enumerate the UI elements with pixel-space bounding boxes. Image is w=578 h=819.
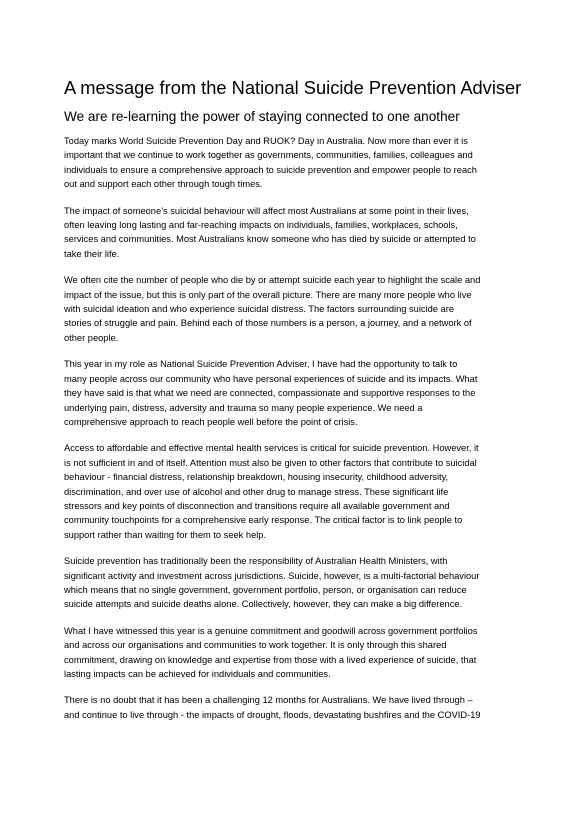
text-line: important that we continue to work together as governments, communities, families, colleagues and: [64, 150, 473, 161]
text-line: discrimination, and over use of alcohol and other drug to manage stress. These significant life: [64, 486, 449, 497]
page-subtitle: We are re-learning the power of staying connected to one another: [64, 109, 460, 124]
text-line: is not sufficient in and of itself. Attention must also be given to other factors that contribute to suicidal: [64, 457, 477, 468]
text-line: out and support each other through tough times.: [64, 179, 263, 190]
text-line: services and communities. Most Australians know someone who has died by suicide or attempted to: [64, 234, 476, 245]
text-line: which means that no single government, government portfolio, person, or organisation can reduce: [64, 584, 467, 595]
text-line: stories of struggle and pain. Behind each of those numbers is a person, a journey, and a network of: [64, 318, 472, 329]
body-text: [64, 134, 516, 734]
text-line: suicide attempts and suicide deaths alone. Collectively, however, they can make a big difference.: [64, 599, 463, 610]
text-line: comprehensive approach to reach people well before the point of crisis.: [64, 416, 358, 427]
text-line: underlying pain, distress, adversity and trauma so many people experience. We need a: [64, 402, 423, 413]
paragraph-4: [64, 357, 516, 429]
text-line: commitment, drawing on knowledge and expertise from those with a lived experience of suicide, that: [64, 654, 477, 665]
text-line: This year in my role as National Suicide Prevention Adviser, I have had the opportunity to talk to: [64, 359, 458, 370]
page-title: A message from the National Suicide Prevention Adviser: [64, 77, 522, 98]
text-line: We often cite the number of people who die by or attempt suicide each year to highlight the scale and: [64, 275, 481, 286]
paragraph-7: [64, 624, 516, 682]
text-line: significant activity and investment across jurisdictions. Suicide, however, is a multi-factorial behaviour: [64, 570, 480, 581]
text-line: and continue to live through - the impacts of drought, floods, devastating bushfires and the COVID-19: [64, 709, 481, 720]
text-line: What I have witnessed this year is a genuine commitment and goodwill across government portfolios: [64, 625, 478, 636]
text-line: and across our organisations and communities to work together. It is only through this shared: [64, 640, 447, 651]
paragraph-3: [64, 273, 516, 345]
text-line: other people.: [64, 332, 119, 343]
text-line: many people across our community who have personal experiences of suicide and its impacts. What: [64, 373, 478, 384]
paragraph-2: [64, 204, 516, 262]
text-line: support rather than waiting for them to seek help.: [64, 529, 267, 540]
text-line: often leaving long lasting and far-reaching impacts on individuals, families, workplaces, schools,: [64, 220, 458, 231]
text-line: they have said is that what we need are connected, compassionate and supportive responses to the: [64, 388, 476, 399]
paragraph-8: [64, 693, 516, 722]
text-line: Today marks World Suicide Prevention Day and RUOK? Day in Australia. Now more than ever it is: [64, 136, 468, 146]
text-line: with suicidal ideation and who experience suicidal distress. The factors surrounding suicide are: [64, 304, 454, 315]
text-line: There is no doubt that it has been a challenging 12 months for Australians. We have lived through –: [64, 695, 473, 706]
text-line: The impact of someone’s suicidal behaviour will affect most Australians at some point in their lives,: [64, 205, 469, 216]
text-line: Suicide prevention has traditionally been the responsibility of Australian Health Ministers, with: [64, 556, 448, 567]
text-line: community touchpoints for a comprehensive early response. The critical factor is to link people to: [64, 515, 463, 526]
paragraph-6: [64, 554, 516, 612]
text-line: individuals to ensure a comprehensive approach to suicide prevention and empower people to reach: [64, 164, 477, 175]
text-line: Access to affordable and effective mental health services is critical for suicide prevention. However, it: [64, 443, 479, 454]
text-line: lasting impacts can be achieved for individuals and communities.: [64, 669, 331, 679]
text-line: take their life.: [64, 248, 120, 259]
paragraph-1: [64, 134, 516, 192]
text-line: stressors and key points of disconnection and transitions require all available government and: [64, 500, 450, 511]
text-line: impact of the issue, but this is only part of the overall picture. There are many more people who live: [64, 289, 472, 300]
text-line: behaviour - financial distress, relationship breakdown, housing insecurity, childhood adversity,: [64, 472, 449, 483]
paragraph-5: [64, 441, 516, 542]
